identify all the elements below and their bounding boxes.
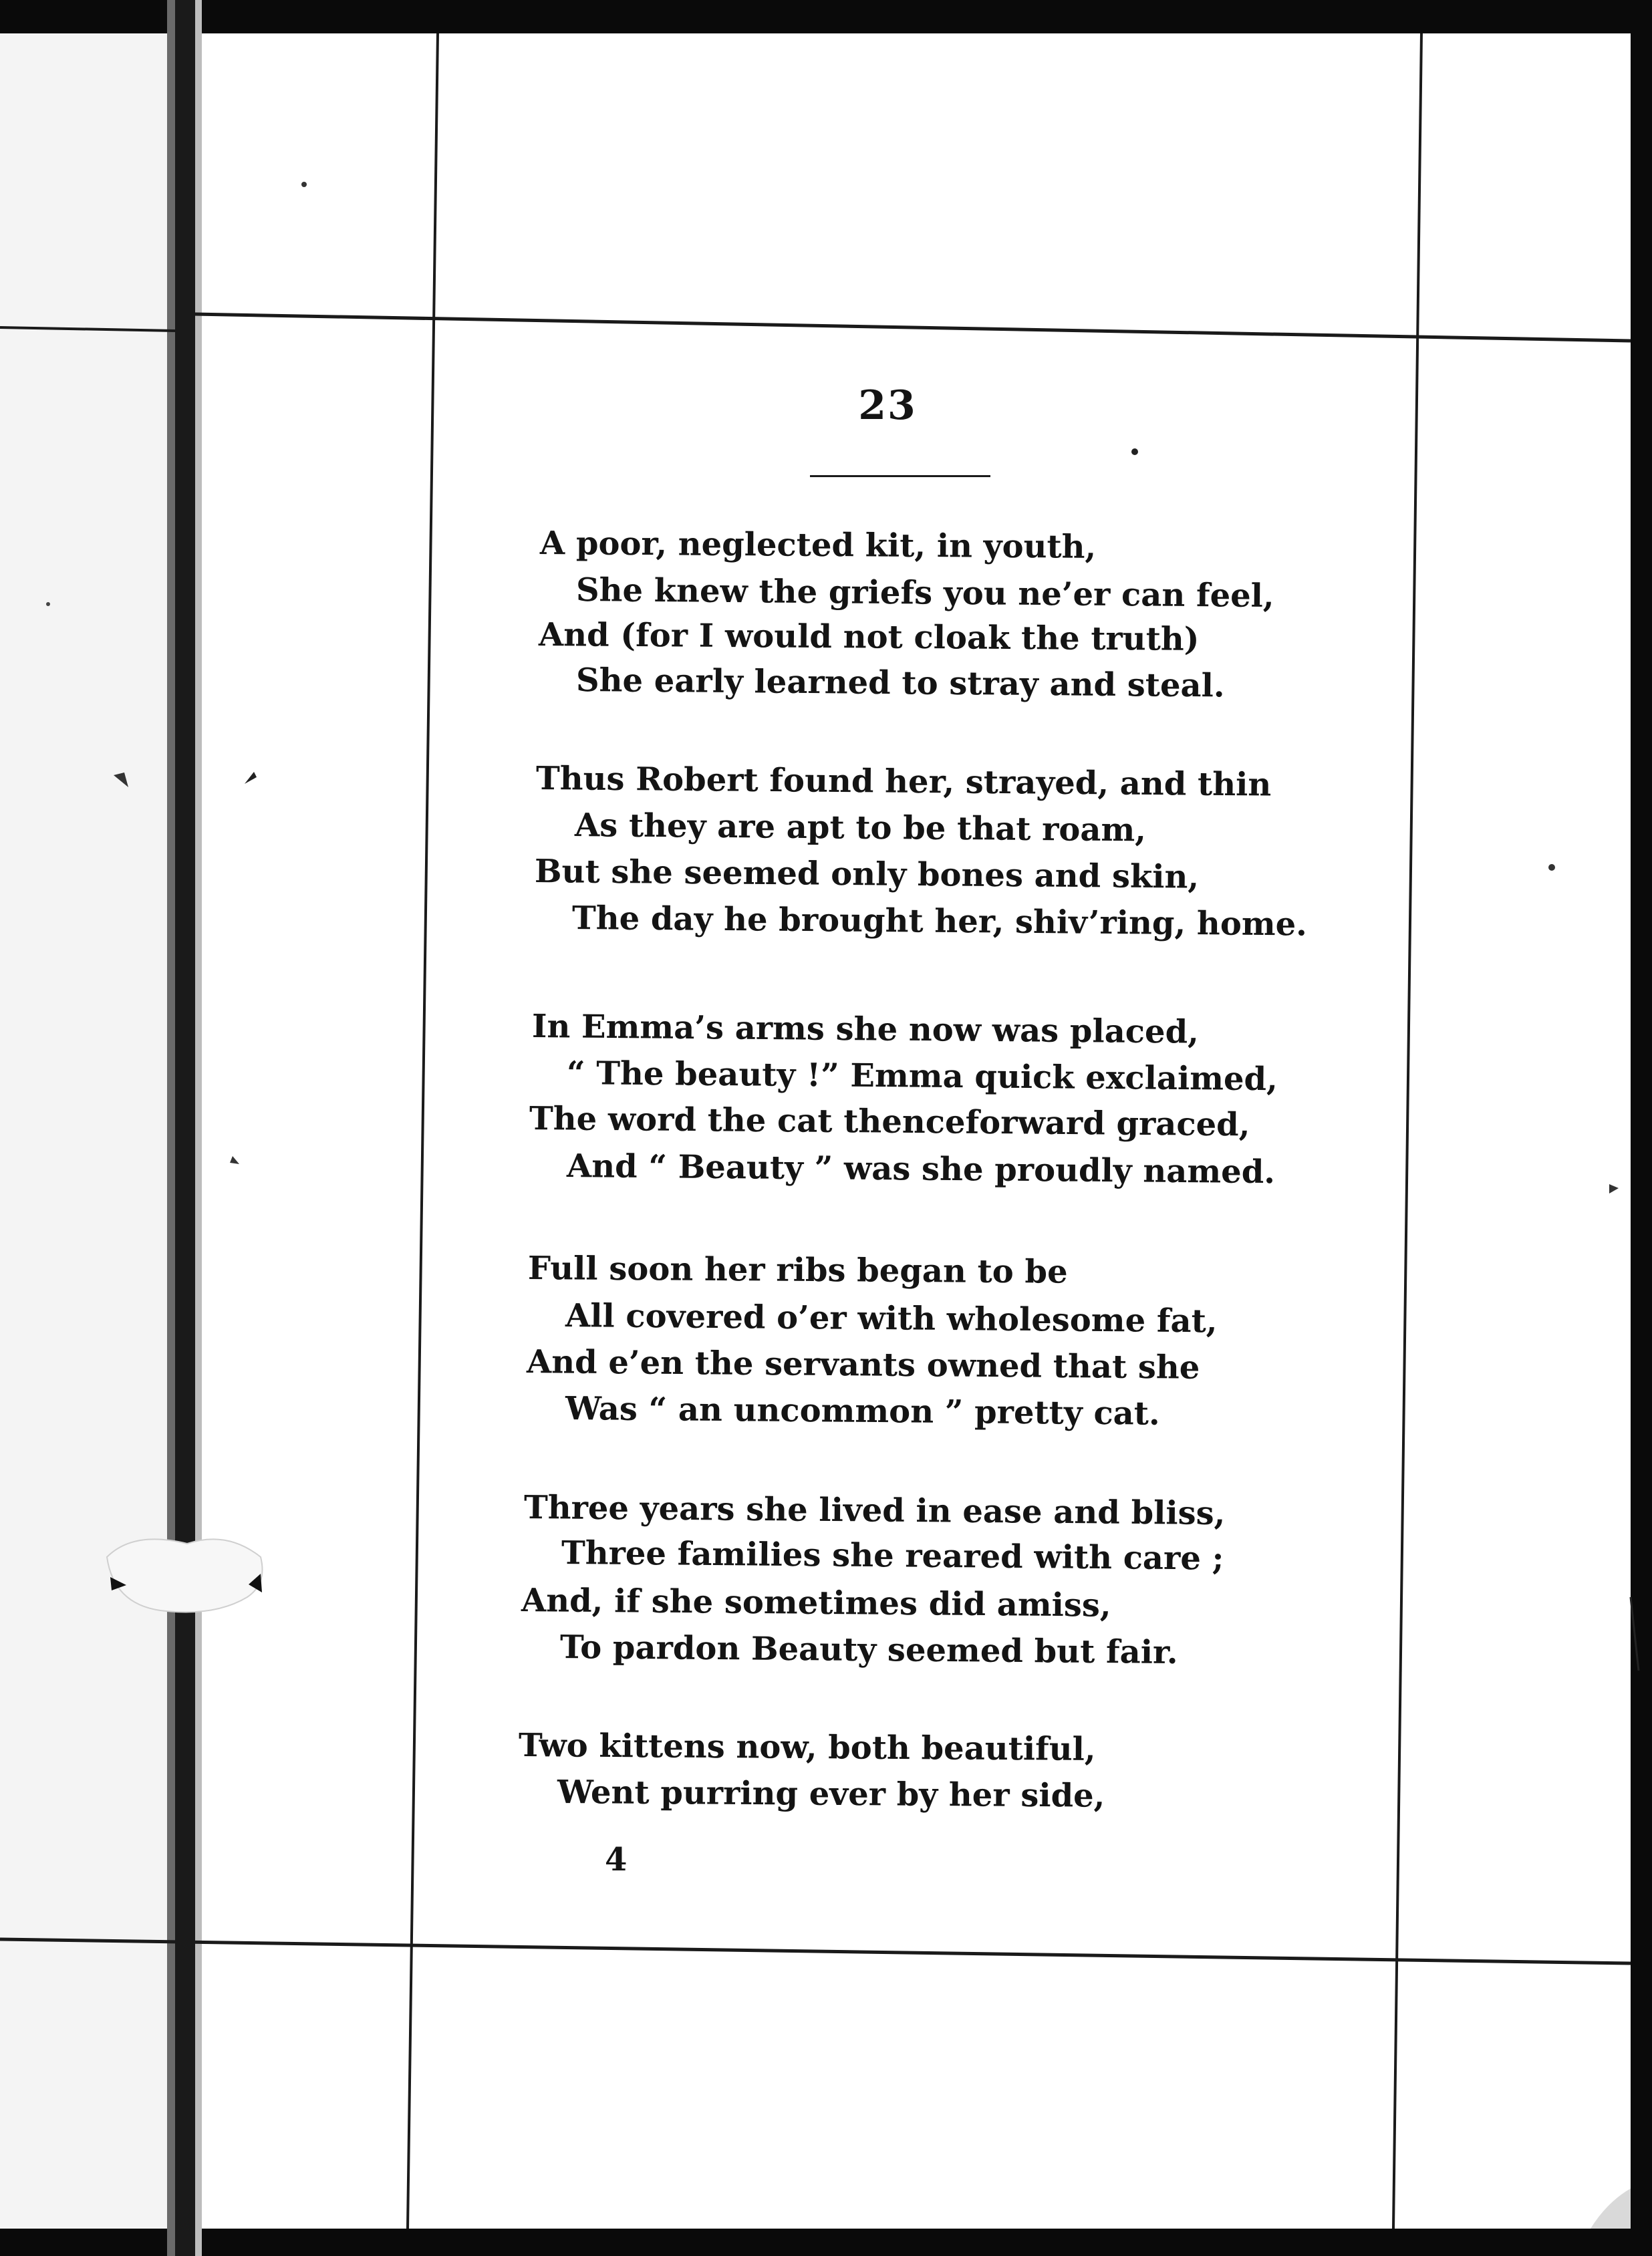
poem-line: The day he brought her, shiv’ring, home.	[571, 899, 1308, 944]
page-number: 23	[858, 382, 917, 429]
poem-line: Full soon her ribs began to be	[527, 1250, 1068, 1291]
poem-line: And, if she sometimes did amiss,	[521, 1582, 1111, 1625]
poem-line: She early learned to stray and steal.	[575, 662, 1225, 705]
poem-line: To pardon Beauty seemed but fair.	[559, 1629, 1178, 1672]
poem-line: Thus Robert found her, strayed, and thin	[535, 760, 1272, 804]
poem-line: And (for I would not cloak the truth)	[538, 616, 1200, 658]
poem-line: And “ Beauty ” was she proudly named.	[566, 1147, 1276, 1191]
poem-line: Went purring ever by her side,	[557, 1774, 1105, 1815]
poem-line: The word the cat thenceforward graced,	[529, 1100, 1250, 1144]
poem-line: “ The beauty !” Emma quick exclaimed,	[566, 1054, 1278, 1099]
poem-line: In Emma’s arms she now was placed,	[531, 1008, 1200, 1051]
poem-line: Was “ an uncommon ” pretty cat.	[565, 1390, 1160, 1433]
poem-line: And e’en the servants owned that she	[526, 1343, 1200, 1387]
poem-line: She knew the griefs you ne’er can feel,	[575, 571, 1274, 615]
poem-line: But she seemed only bones and skin,	[534, 853, 1200, 896]
poem-line: Two kittens now, both beautiful,	[518, 1727, 1096, 1769]
poem-line: Three years she lived in ease and bliss,	[523, 1489, 1226, 1533]
poem-line: Three families she reared with care ;	[561, 1534, 1224, 1578]
poem-line: A poor, neglected kit, in youth,	[539, 525, 1097, 566]
poem-line: As they are apt to be that roam,	[574, 807, 1147, 849]
poem-line: All covered o’er with wholesome fat,	[565, 1297, 1218, 1341]
signature-mark: 4	[605, 1841, 628, 1878]
